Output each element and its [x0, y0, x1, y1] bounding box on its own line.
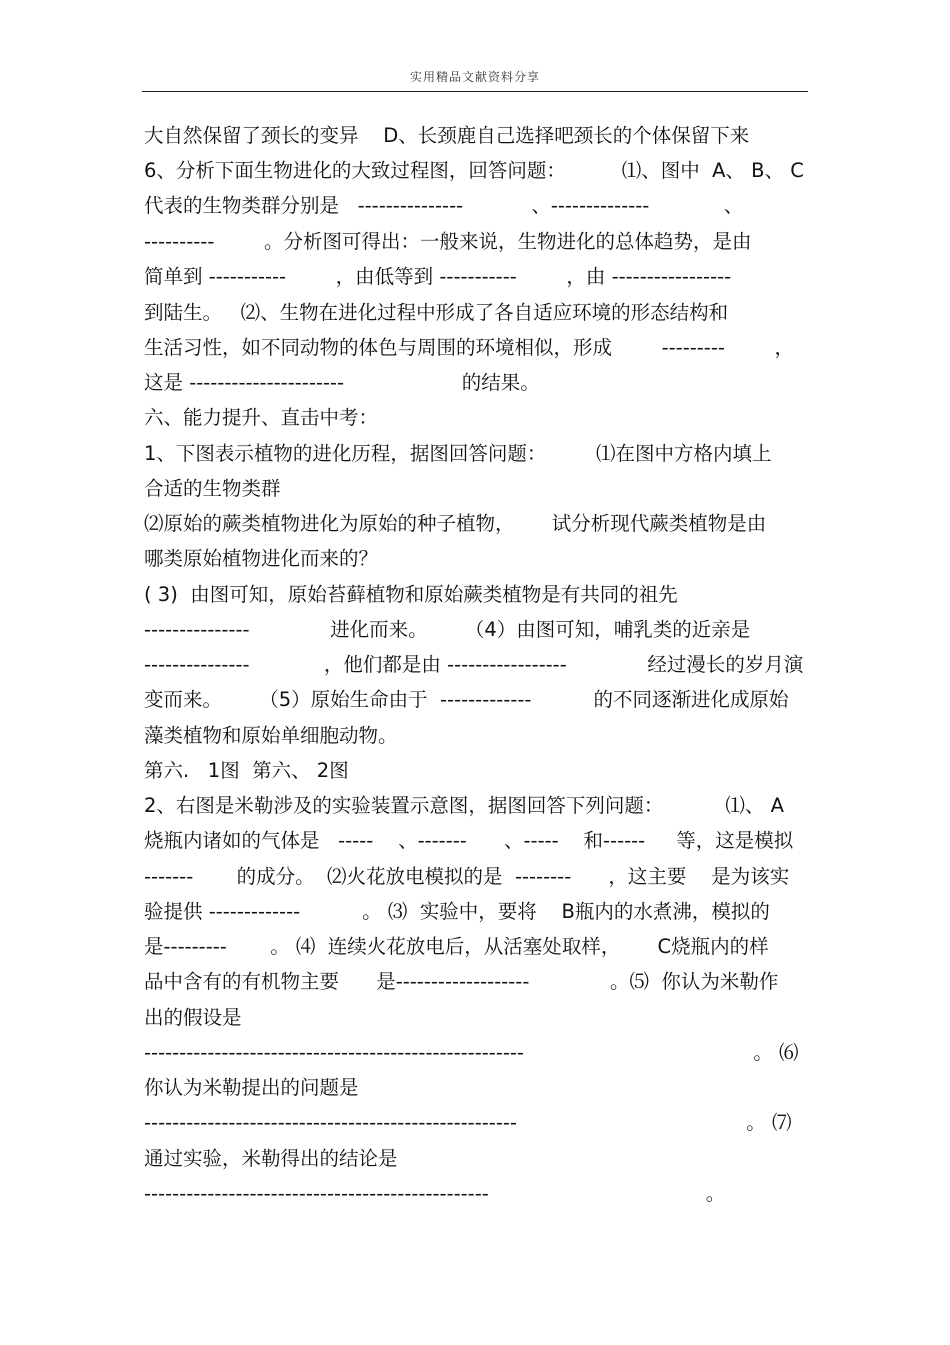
text-line: 你认为米勒提出的问题是 [144, 1076, 359, 1099]
text-line: 是--------- 。 ⑷ 连续火花放电后，从活塞处取样， C烧瓶内的样 [144, 935, 769, 958]
answer-blank-line: ------------------------------------------------------ 。 ⑹ [144, 1041, 799, 1064]
text-line: 代表的生物类群分别是 --------------- 、-------------- 、 [144, 194, 744, 217]
text-line: 到陆生。 ⑵、生物在进化过程中形成了各自适应环境的形态结构和 [144, 301, 729, 324]
text-line: 生活习性，如不同动物的体色与周围的环境相似，形成 --------- ， [144, 336, 795, 359]
text-line: 这是 ---------------------- 的结果。 [144, 371, 540, 394]
text-line: ---------- 。分析图可得出：一般来说，生物进化的总体趋势，是由 [144, 230, 752, 253]
text-line: 出的假设是 [144, 1006, 242, 1029]
answer-blank-line: ----------------------------------------------------- 。 ⑺ [144, 1111, 792, 1134]
answer-blank-line: ------------------------------------------------- 。 [144, 1182, 726, 1205]
text-line: 通过实验，米勒得出的结论是 [144, 1147, 398, 1170]
text-line: 简单到 ----------- ，由低等到 ----------- ，由 ----------------- [144, 265, 732, 288]
text-line: 验提供 ------------- 。 ⑶ 实验中，要将 B瓶内的水煮沸，模拟的 [144, 900, 770, 923]
text-line: 合适的生物类群 [144, 477, 281, 500]
text-line: 藻类植物和原始单细胞动物。 [144, 724, 398, 747]
text-line: 烧瓶内诸如的气体是 ----- 、------- 、----- 和------ 等，这是模拟 [144, 829, 794, 852]
text-line: 大自然保留了颈长的变异 D、长颈鹿自己选择吧颈长的个体保留下来 [144, 124, 750, 147]
text-line: 哪类原始植物进化而来的？ [144, 547, 379, 570]
text-line: ( 3) 由图可知，原始苔藓植物和原始蕨类植物是有共同的祖先 [144, 583, 678, 606]
text-line: ⑵原始的蕨类植物进化为原始的种子植物， 试分析现代蕨类植物是由 [144, 512, 767, 535]
text-line: 2、右图是米勒涉及的实验装置示意图，据图回答下列问题： ⑴、 A [144, 794, 784, 817]
text-line: 变而来。 （5）原始生命由于 ------------- 的不同逐渐进化成原始 [144, 688, 789, 711]
text-line: --------------- 进化而来。 （4）由图可知，哺乳类的近亲是 [144, 618, 751, 641]
figure-caption: 第六. 1图 第六、 2图 [144, 759, 349, 782]
page-header: 实用精品文献资料分享 [409, 70, 540, 84]
text-line: 6、分析下面生物进化的大致过程图，回答问题： ⑴、图中 A、 B、 C [144, 159, 804, 182]
text-line: --------------- ，他们都是由 ----------------- 经过漫长的岁月演 [144, 653, 804, 676]
section-heading: 六、能力提升、直击中考： [144, 406, 379, 429]
text-line: 1、下图表示植物的进化历程，据图回答问题： ⑴在图中方格内填上 [144, 442, 772, 465]
text-line: 品中含有的有机物主要 是------------------- 。⑸ 你认为米勒作 [144, 970, 779, 993]
text-line: ------- 的成分。 ⑵火花放电模拟的是 -------- ，这主要 是为该实 [144, 865, 790, 888]
header-rule [142, 91, 808, 92]
